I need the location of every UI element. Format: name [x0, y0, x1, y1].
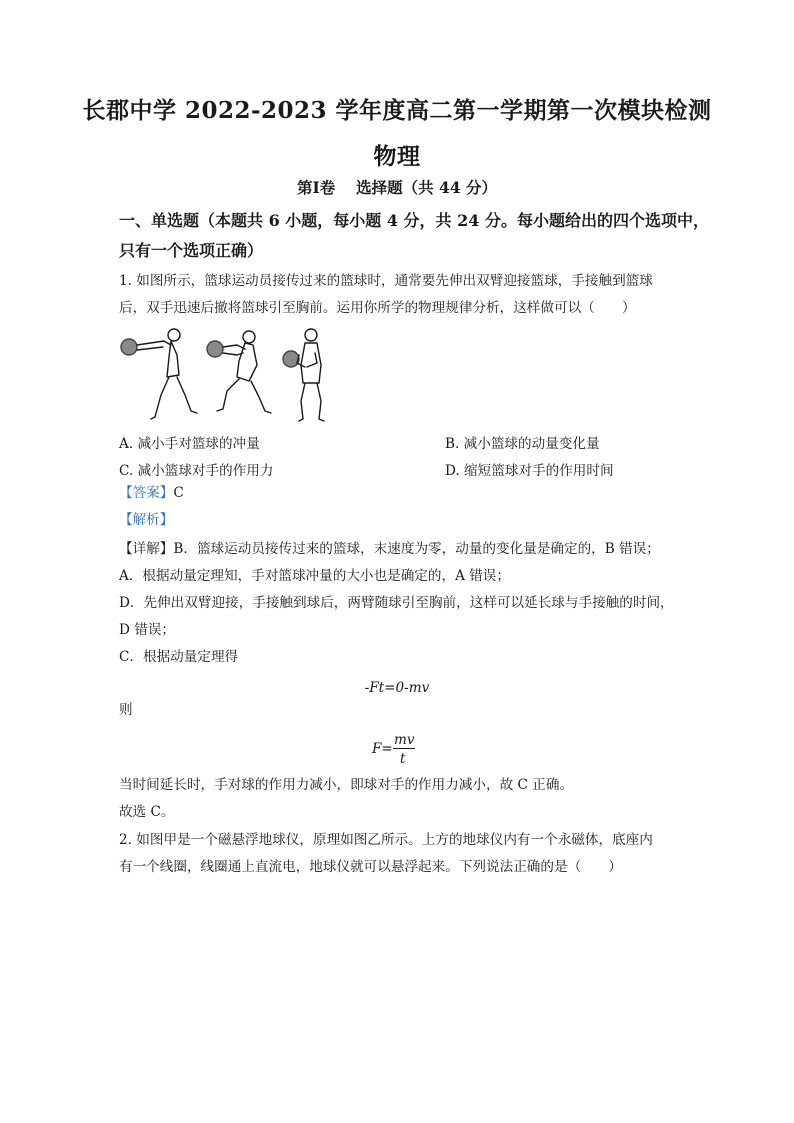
answer-value: C [173, 485, 184, 501]
q1-option-b: B. 减小篮球的动量变化量 [445, 436, 600, 452]
detail-line3: D．先伸出双臂迎接，手接触到球后，两臂随球引至胸前，这样可以延长球与手接触的时间， [119, 595, 674, 611]
q2-stem-line2: 有一个线圈，线圈通上直流电，地球仪就可以悬浮起来。下列说法正确的是（ ） [119, 859, 622, 875]
formula-impulse: -Ft=0-mv [364, 680, 430, 696]
q1-option-c: C. 减小篮球对手的作用力 [119, 463, 274, 479]
subject-title: 物理 [373, 143, 421, 170]
basketball-catch-figure [119, 325, 329, 425]
section-heading-line1: 一、单选题（本题共 6 小题，每小题 4 分，共 24 分。每小题给出的四个选项中， [119, 211, 709, 230]
answer-label: 【答案】 [119, 485, 174, 501]
formula-force-numerator: mv [394, 732, 415, 748]
detail-line1 [119, 543, 660, 557]
section-heading-line2: 只有一个选项正确） [119, 241, 264, 260]
detail-line4: D 错误； [119, 622, 176, 638]
answer-line [119, 487, 184, 501]
q2-stem-line1: 2. 如图甲是一个磁悬浮地球仪，原理如图乙所示。上方的地球仪内有一个永磁体，底座内 [119, 832, 653, 848]
fraction-bar [393, 748, 415, 749]
exam-title: 长郡中学 2022-2023 学年度高二第一学期第一次模块检测 [82, 97, 712, 124]
formula-force-denominator: t [400, 751, 406, 767]
part-heading: 第Ⅰ卷 选择题（共 44 分） [296, 178, 497, 197]
q1-stem-line2: 后，双手迅速后撤将篮球引至胸前。运用你所学的物理规律分析，这样做可以（ ） [119, 300, 636, 316]
q1-stem-line1: 1. 如图所示，篮球运动员接传过来的篮球时，通常要先伸出双臂迎接篮球，手接触到篮球 [119, 273, 653, 289]
detail-label: 【详解】 [119, 541, 174, 557]
conclusion-line: 当时间延长时，手对球的作用力减小，即球对手的作用力减小，故 C 正确。 [119, 777, 574, 793]
q1-option-a: A. 减小手对篮球的冲量 [119, 436, 260, 452]
formula-force-lhs: F= [372, 741, 393, 757]
detail-line2: A．根据动量定理知，手对篮球冲量的大小也是确定的，A 错误； [119, 568, 510, 584]
q1-option-d: D. 缩短篮球对手的作用时间 [445, 463, 614, 479]
detail-text-b: B．篮球运动员接传过来的篮球，末速度为零，动量的变化量是确定的，B 错误； [173, 541, 660, 557]
detail-line5: C．根据动量定理得 [119, 649, 239, 665]
then-word: 则 [119, 702, 133, 718]
choose-line: 故选 C。 [119, 804, 175, 820]
analysis-label: 【解析】 [119, 512, 174, 528]
